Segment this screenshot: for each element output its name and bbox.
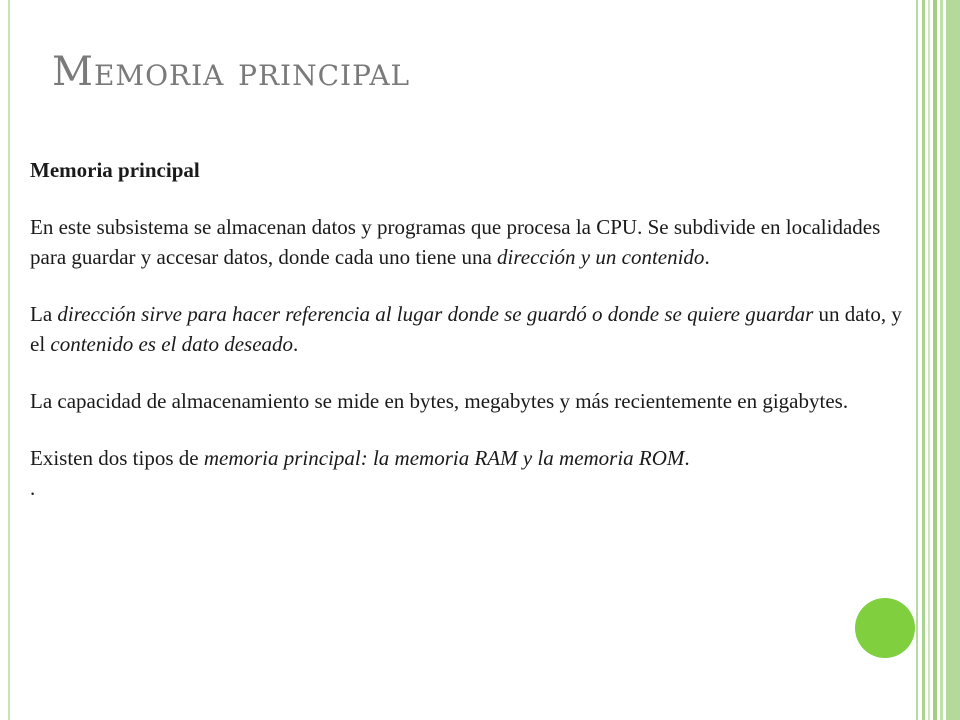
stripe [946, 0, 960, 720]
paragraph-address-content [30, 300, 910, 359]
stripe [933, 0, 937, 720]
paragraph-text: . [684, 446, 690, 471]
stripe [916, 0, 918, 720]
paragraph-types [30, 444, 910, 473]
left-border-rule [8, 0, 10, 720]
slide-body [30, 156, 910, 503]
emphasis-text: contenido es el dato deseado [50, 331, 294, 356]
paragraph-text: . [293, 331, 299, 356]
slide-title: Memoria principal [52, 49, 411, 95]
stray-period: . [30, 475, 36, 500]
emphasis-text: dirección sirve para hacer referencia al lugar donde se guardó o donde se quiere guardar [57, 302, 814, 327]
paragraph-text: La [30, 302, 58, 327]
stripe [928, 0, 930, 720]
paragraph-capacity: La capacidad de almacenamiento se mide en bytes, megabytes y más recientemente en gigabytes. [30, 388, 849, 413]
paragraph-text: Existen dos tipos de [30, 446, 204, 471]
stripe [922, 0, 925, 720]
section-heading: Memoria principal [30, 158, 200, 182]
green-circle-decoration [855, 598, 915, 658]
paragraph-text: un dato, y el [30, 302, 902, 356]
paragraph-definition [30, 213, 910, 272]
emphasis-text: memoria principal: la memoria RAM y la memoria ROM [203, 446, 685, 471]
paragraph-text: En este subsistema se almacenan datos y programas que procesa la CPU. Se subdivide en localidades para guardar y accesar datos, donde cada uno tiene una [30, 215, 881, 269]
right-decorative-stripes [916, 0, 960, 720]
emphasis-text: dirección y un contenido [497, 244, 705, 269]
paragraph-text: . [704, 244, 710, 269]
stripe [940, 0, 943, 720]
